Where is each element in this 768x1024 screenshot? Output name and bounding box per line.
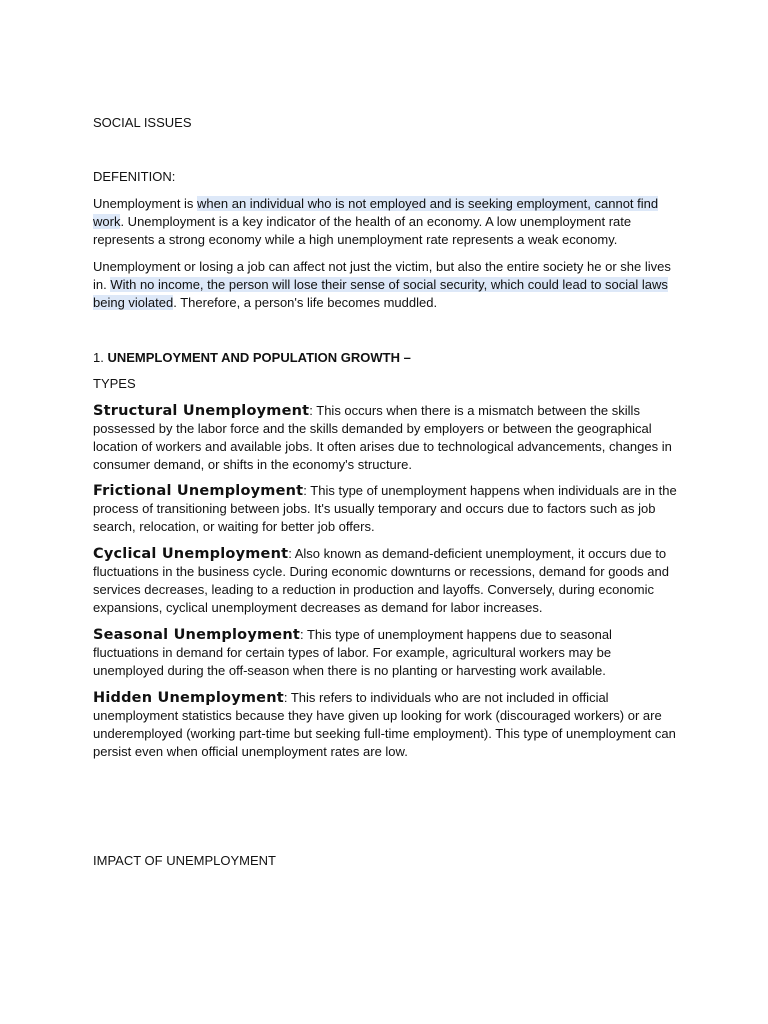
type-term: Hidden Unemployment (93, 690, 284, 706)
type-term: Structural Unemployment (93, 403, 310, 419)
type-description: : This type of unemployment happens when individuals are in the process of transitioning between jobs. It's usually temporary and occurs due to factors such as job search, relocation, or waiting for better job offers. (93, 483, 677, 534)
type-description: : This refers to individuals who are not included in official unemployment statistics because they have given up looking for work (discouraged workers) or are underemployed (working part-time but seeking full-time employment). This type of unemployment can persist even when official unemployment rates are low. (93, 690, 676, 759)
paragraph-text: Unemployment or losing a job can affect not just the victim, but also the entire society he or she lives in. (93, 259, 671, 292)
type-structural (93, 402, 678, 474)
type-term: Seasonal Unemployment (93, 627, 300, 643)
definition-paragraph (93, 195, 678, 249)
type-description: : This type of unemployment happens due to seasonal fluctuations in demand for certain types of labor. For example, agricultural workers may be unemployed during the off-season when there is no planting or harvesting work available. (93, 627, 612, 678)
highlighted-text: With no income, the person will lose their sense of social security, which could lead to social laws being violated (93, 277, 668, 310)
type-term: Frictional Unemployment (93, 483, 304, 499)
paragraph-text: Unemployment is (93, 196, 198, 211)
document-title: SOCIAL ISSUES (93, 115, 192, 130)
type-hidden (93, 689, 678, 761)
type-description: : Also known as demand-deficient unemployment, it occurs due to fluctuations in the business cycle. During economic downturns or recessions, demand for goods and services decreases, leading to a reduction in production and layoffs. Conversely, during economic expansions, cyclical unemployment decreases as demand for labor increases. (93, 546, 669, 615)
paragraph-text: . Unemployment is a key indicator of the health of an economy. A low unemployment rate represents a strong economy while a high unemployment rate represents a weak economy. (93, 214, 632, 247)
highlighted-text: when an individual who is not employed and is seeking employment, cannot find work (93, 196, 659, 229)
type-frictional (93, 482, 678, 536)
impact-heading: IMPACT OF UNEMPLOYMENT (93, 853, 276, 868)
definition-heading: DEFENITION: (93, 169, 176, 184)
type-term: Cyclical Unemployment (93, 546, 289, 562)
paragraph-text: . Therefore, a person's life becomes muddled. (173, 295, 438, 310)
section-heading (93, 349, 678, 367)
effects-paragraph (93, 258, 678, 312)
type-seasonal (93, 626, 678, 680)
type-cyclical (93, 545, 678, 617)
types-heading: TYPES (93, 376, 136, 391)
section-title: UNEMPLOYMENT AND POPULATION GROWTH – (107, 350, 411, 365)
section-number: 1. (93, 350, 108, 365)
type-description: : This occurs when there is a mismatch between the skills possessed by the labor force and the skills demanded by employers or between the geographical location of workers and available jobs. It often arises due to technological advancements, changes in consumer demand, or shifts in the economy's structure. (93, 403, 672, 472)
